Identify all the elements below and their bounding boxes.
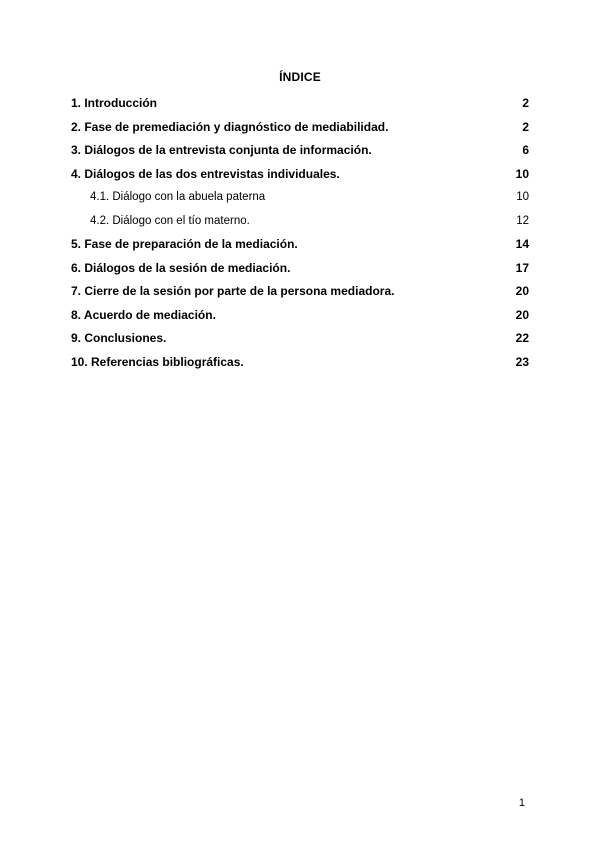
toc-entry[interactable] [71, 96, 529, 120]
toc-entry-label: 4.2. Diálogo con el tío materno. [90, 214, 250, 227]
toc-entry-page: 2 [522, 96, 529, 110]
toc-entry-page: 20 [515, 284, 529, 298]
toc-entry[interactable] [71, 167, 529, 191]
toc-entry-page: 14 [515, 237, 529, 251]
toc-entry[interactable] [71, 143, 529, 167]
toc-entry-label: 6. Diálogos de la sesión de mediación. [71, 260, 291, 275]
toc-title: ÍNDICE [279, 70, 321, 84]
toc-entry-label: 4. Diálogos de las dos entrevistas individuales. [71, 166, 340, 181]
toc-entry[interactable] [71, 355, 529, 379]
toc-entry-label: 9. Conclusiones. [71, 331, 167, 345]
toc-entry-page: 22 [515, 331, 529, 345]
toc-entry-label: 2. Fase de premediación y diagnóstico de mediabilidad. [71, 119, 389, 134]
toc-entry[interactable] [71, 284, 529, 308]
toc-entry[interactable] [71, 237, 529, 261]
toc-entry-label: 3. Diálogos de la entrevista conjunta de información. [71, 143, 372, 157]
toc-entry-page: 10 [515, 166, 529, 181]
toc-entry-label: 8. Acuerdo de mediación. [71, 307, 216, 322]
toc-entry-label: 7. Cierre de la sesión por parte de la persona mediadora. [71, 284, 395, 298]
toc-entry-label: 5. Fase de preparación de la mediación. [71, 237, 298, 251]
toc-subentry[interactable] [71, 190, 529, 214]
toc-entry[interactable] [71, 331, 529, 355]
toc-entry-label: 1. Introducción [71, 96, 158, 110]
toc-subentry[interactable] [71, 214, 529, 238]
toc-entry[interactable] [71, 308, 529, 332]
toc-entry-page: 23 [515, 354, 529, 369]
toc-entry-page: 10 [516, 191, 529, 203]
toc-entry-page: 2 [522, 119, 529, 134]
toc-entry[interactable] [71, 261, 529, 285]
toc-entry-page: 12 [516, 214, 529, 227]
toc-entry[interactable] [71, 120, 529, 144]
toc-entry-page: 6 [522, 143, 529, 157]
toc-entry-label: 4.1. Diálogo con la abuela paterna [90, 191, 266, 203]
toc-entry-page: 17 [515, 260, 529, 275]
toc-entry-page: 20 [515, 307, 529, 322]
page-number: 1 [518, 797, 525, 809]
toc-entry-label: 10. Referencias bibliográficas. [71, 354, 244, 369]
toc-list [71, 96, 529, 378]
